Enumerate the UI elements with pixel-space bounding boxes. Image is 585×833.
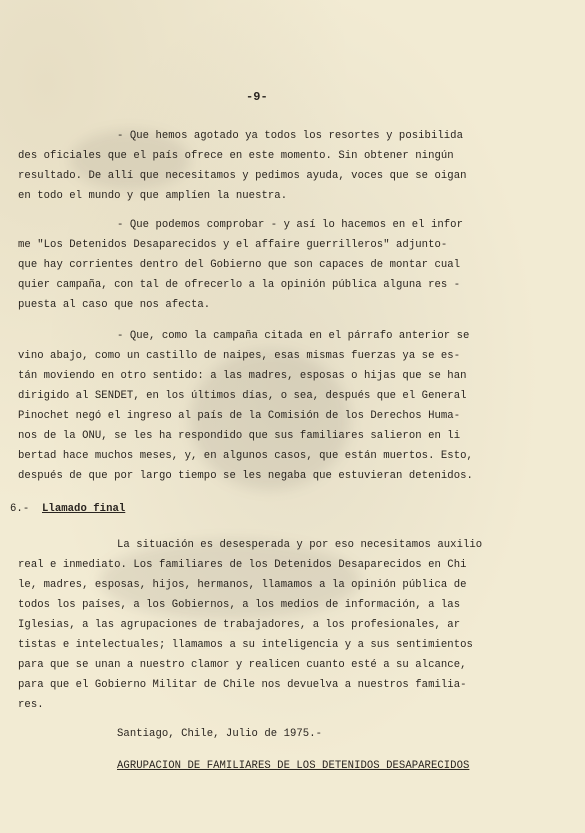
text-line: - Que, como la campaña citada en el párrafo anterior se bbox=[117, 330, 470, 342]
text-line: me "Los Detenidos Desaparecidos y el affaire guerrilleros" adjunto- bbox=[18, 239, 448, 251]
text-line: le, madres, esposas, hijos, hermanos, llamamos a la opinión pública de bbox=[18, 579, 467, 591]
text-line: después de que por largo tiempo se les negaba que estuvieran detenidos. bbox=[18, 470, 473, 482]
text-line: resultado. De allí que necesitamos y pedimos ayuda, voces que se oigan bbox=[18, 170, 467, 182]
text-line: para que se unan a nuestro clamor y realicen cuanto esté a su alcance, bbox=[18, 659, 467, 671]
text-line: bertad hace muchos meses, y, en algunos casos, que están muertos. Esto, bbox=[18, 450, 473, 462]
page-number: -9- bbox=[246, 90, 268, 104]
text-line: en todo el mundo y que amplíen la nuestra. bbox=[18, 190, 288, 202]
text-line: tán moviendo en otro sentido: a las madres, esposas o hijas que se han bbox=[18, 370, 467, 382]
text-line: todos los países, a los Gobiernos, a los medios de información, a las bbox=[18, 599, 461, 611]
section-number: 6.- bbox=[10, 503, 30, 515]
date-line: Santiago, Chile, Julio de 1975.- bbox=[117, 728, 323, 740]
text-line: para que el Gobierno Militar de Chile nos devuelva a nuestros familia- bbox=[18, 679, 467, 691]
text-line: que hay corrientes dentro del Gobierno que son capaces de montar cual bbox=[18, 259, 461, 271]
text-line: quier campaña, con tal de ofrecerlo a la opinión pública alguna res - bbox=[18, 279, 461, 291]
text-line: tistas e intelectuales; llamamos a su inteligencia y a sus sentimientos bbox=[18, 639, 473, 651]
signature: AGRUPACION DE FAMILIARES DE LOS DETENIDOS DESAPARECIDOS bbox=[117, 760, 470, 772]
text-line: res. bbox=[18, 699, 44, 711]
text-line: Iglesias, a las agrupaciones de trabajadores, a los profesionales, ar bbox=[18, 619, 461, 631]
text-line: real e inmediato. Los familiares de los Detenidos Desaparecidos en Chi bbox=[18, 559, 467, 571]
text-line: dirigido al SENDET, en los últimos días, o sea, después que el General bbox=[18, 390, 467, 402]
text-line: - Que podemos comprobar - y así lo hacemos en el infor bbox=[117, 219, 463, 231]
text-line: des oficiales que el país ofrece en este momento. Sin obtener ningún bbox=[18, 150, 454, 162]
text-line: La situación es desesperada y por eso necesitamos auxilio bbox=[117, 539, 483, 551]
text-line: - Que hemos agotado ya todos los resortes y posibilida bbox=[117, 130, 463, 142]
section-title: Llamado final bbox=[42, 503, 126, 515]
text-line: puesta al caso que nos afecta. bbox=[18, 299, 211, 311]
text-line: vino abajo, como un castillo de naipes, esas mismas fuerzas ya se es- bbox=[18, 350, 461, 362]
text-line: Pinochet negó el ingreso al país de la Comisión de los Derechos Huma- bbox=[18, 410, 461, 422]
text-line: nos de la ONU, se les ha respondido que sus familiares salieron en li bbox=[18, 430, 461, 442]
